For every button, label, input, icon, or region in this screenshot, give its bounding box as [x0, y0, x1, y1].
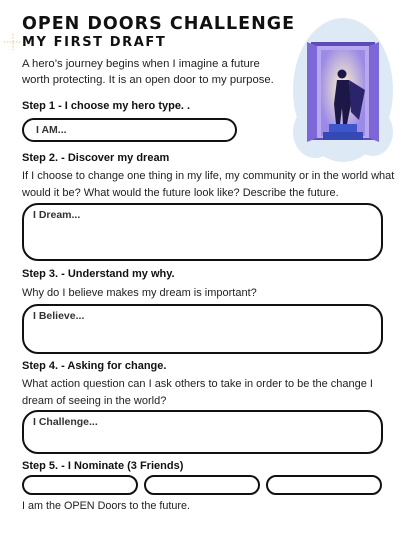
dream-label: I Dream...: [33, 209, 81, 221]
step3-prompt: Why do I believe makes my dream is important?: [22, 287, 257, 299]
friend-2-input[interactable]: [144, 475, 260, 495]
hero-in-doorway-illustration: [293, 12, 393, 162]
step2-prompt: If I choose to change one thing in my life, my community or in the world what would it be? What would the future look like? Describe the future.: [22, 170, 395, 199]
page-title: OPEN DOORS CHALLENGE: [22, 14, 296, 34]
believe-label: I Believe...: [33, 310, 85, 322]
challenge-label: I Challenge...: [33, 416, 98, 428]
step5-heading: Step 5. - I Nominate (3 Friends): [22, 460, 184, 472]
step4-prompt: What action question can I ask others to take in order to be the change I dream of seeing in the world?: [22, 378, 373, 407]
friend-3-input[interactable]: [266, 475, 382, 495]
step1-heading: Step 1 - I choose my hero type. .: [22, 100, 191, 112]
step3-heading: Step 3. - Understand my why.: [22, 268, 175, 280]
sparkle-icon: [2, 32, 24, 52]
step4-heading: Step 4. - Asking for change.: [22, 360, 167, 372]
page-subtitle: MY FIRST DRAFT: [22, 35, 167, 50]
hero-type-label: I AM...: [36, 124, 67, 136]
intro-text: A hero’s journey begins when I imagine a future worth protecting. It is an open door to my purpose.: [22, 58, 274, 86]
footer-text: I am the OPEN Doors to the future.: [22, 500, 191, 512]
friend-1-input[interactable]: [22, 475, 138, 495]
step2-heading: Step 2. - Discover my dream: [22, 152, 170, 164]
